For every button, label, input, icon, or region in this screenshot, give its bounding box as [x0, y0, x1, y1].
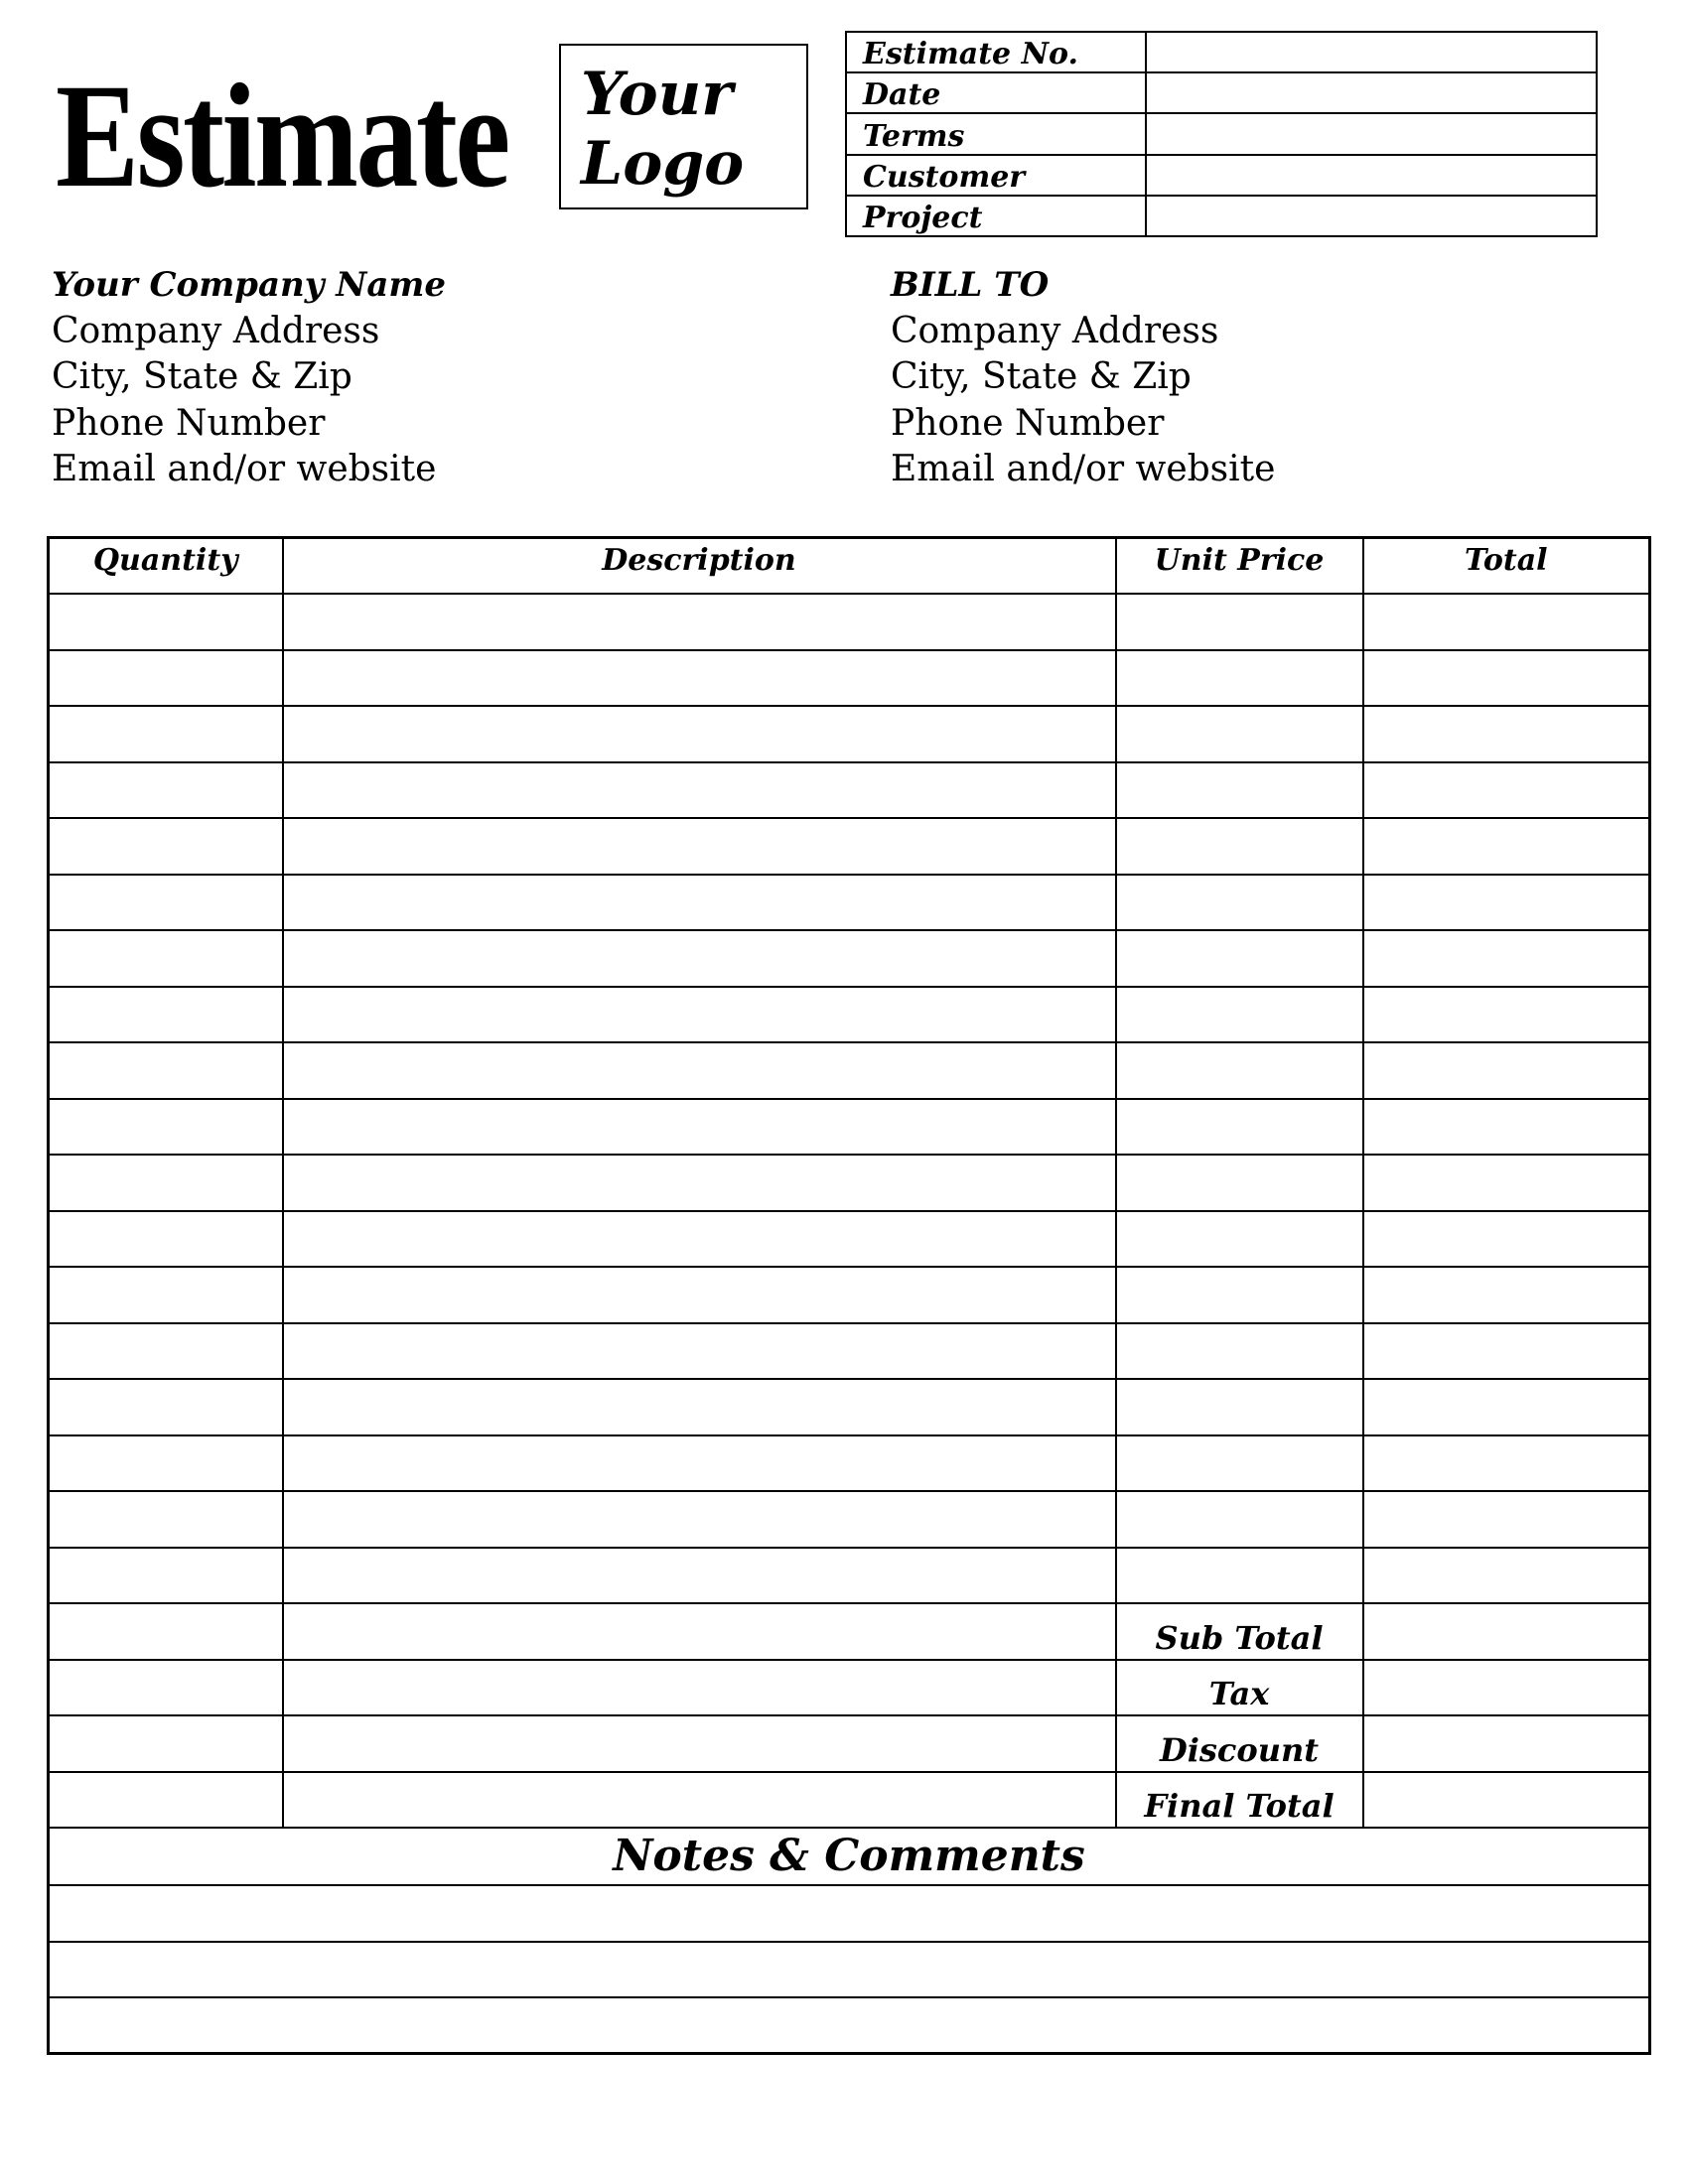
table-row	[49, 875, 1650, 931]
project-field[interactable]	[1146, 196, 1597, 236]
column-header-unit-price: Unit Price	[1116, 538, 1363, 595]
notes-row	[49, 1997, 1650, 2054]
table-row	[49, 706, 1650, 762]
company-email: Email and/or website	[52, 449, 437, 489]
summary-label: Tax	[1116, 1660, 1363, 1716]
unit-price-cell[interactable]	[1116, 1267, 1363, 1323]
quantity-cell[interactable]	[49, 930, 283, 987]
unit-price-cell[interactable]	[1116, 1491, 1363, 1548]
meta-label: Date	[846, 72, 1146, 113]
description-cell[interactable]	[283, 1155, 1116, 1211]
quantity-cell[interactable]	[49, 1660, 283, 1716]
table-row	[49, 987, 1650, 1043]
quantity-cell[interactable]	[49, 1603, 283, 1660]
summary-value-field[interactable]	[1363, 1772, 1650, 1829]
description-cell[interactable]	[283, 818, 1116, 875]
total-cell[interactable]	[1363, 762, 1650, 819]
meta-label: Terms	[846, 113, 1146, 154]
table-row	[49, 1323, 1650, 1380]
summary-value-field[interactable]	[1363, 1603, 1650, 1660]
table-row	[49, 1435, 1650, 1492]
quantity-cell[interactable]	[49, 706, 283, 762]
column-header-description: Description	[283, 538, 1116, 595]
notes-line-field[interactable]	[49, 1997, 1650, 2054]
description-cell[interactable]	[283, 594, 1116, 650]
description-cell[interactable]	[283, 706, 1116, 762]
summary-row	[49, 1660, 1650, 1716]
description-cell[interactable]	[283, 1379, 1116, 1435]
quantity-cell[interactable]	[49, 1155, 283, 1211]
notes-line-field[interactable]	[49, 1942, 1650, 1998]
column-header-total: Total	[1363, 538, 1650, 595]
unit-price-cell[interactable]	[1116, 1099, 1363, 1156]
table-row	[49, 818, 1650, 875]
quantity-cell[interactable]	[49, 1772, 283, 1829]
meta-row-terms	[846, 113, 1597, 154]
total-cell[interactable]	[1363, 650, 1650, 707]
table-row	[49, 1211, 1650, 1268]
total-cell[interactable]	[1363, 1042, 1650, 1099]
line-items-body	[49, 594, 1650, 1603]
unit-price-cell[interactable]	[1116, 1155, 1363, 1211]
table-row	[49, 650, 1650, 707]
quantity-cell[interactable]	[49, 1491, 283, 1548]
description-cell[interactable]	[283, 1042, 1116, 1099]
notes-lines	[49, 1885, 1650, 2054]
line-items-table	[47, 536, 1651, 2055]
meta-row-date	[846, 72, 1597, 113]
bill-to-info	[891, 262, 1275, 493]
company-address: Company Address	[52, 310, 380, 351]
table-row	[49, 1379, 1650, 1435]
description-cell[interactable]	[283, 1603, 1116, 1660]
total-cell[interactable]	[1363, 1548, 1650, 1604]
unit-price-cell[interactable]	[1116, 1323, 1363, 1380]
description-cell[interactable]	[283, 875, 1116, 931]
unit-price-cell[interactable]	[1116, 1548, 1363, 1604]
company-city: City, State & Zip	[52, 356, 352, 397]
table-row	[49, 594, 1650, 650]
description-cell[interactable]	[283, 1660, 1116, 1716]
table-row	[49, 1491, 1650, 1548]
quantity-cell[interactable]	[49, 762, 283, 819]
quantity-cell[interactable]	[49, 1548, 283, 1604]
description-cell[interactable]	[283, 1715, 1116, 1772]
summary-label: Final Total	[1116, 1772, 1363, 1829]
unit-price-cell[interactable]	[1116, 650, 1363, 707]
summary-row	[49, 1772, 1650, 1829]
description-cell[interactable]	[283, 930, 1116, 987]
estimate-meta-table	[845, 31, 1598, 237]
quantity-cell[interactable]	[49, 818, 283, 875]
notes-heading: Notes & Comments	[49, 1828, 1650, 1885]
summary-value-field[interactable]	[1363, 1660, 1650, 1716]
table-row	[49, 762, 1650, 819]
quantity-cell[interactable]	[49, 1435, 283, 1492]
total-cell[interactable]	[1363, 818, 1650, 875]
description-cell[interactable]	[283, 762, 1116, 819]
total-cell[interactable]	[1363, 875, 1650, 931]
table-row	[49, 1155, 1650, 1211]
bill-to-city: City, State & Zip	[891, 356, 1192, 397]
unit-price-cell[interactable]	[1116, 594, 1363, 650]
quantity-cell[interactable]	[49, 1267, 283, 1323]
notes-line-field[interactable]	[49, 1885, 1650, 1942]
quantity-cell[interactable]	[49, 594, 283, 650]
date-field[interactable]	[1146, 72, 1597, 113]
table-row	[49, 930, 1650, 987]
description-cell[interactable]	[283, 1435, 1116, 1492]
notes-section	[49, 1828, 1650, 1885]
notes-row	[49, 1942, 1650, 1998]
total-cell[interactable]	[1363, 1491, 1650, 1548]
quantity-cell[interactable]	[49, 1323, 283, 1380]
company-phone: Phone Number	[52, 402, 326, 444]
bill-to-phone: Phone Number	[891, 402, 1165, 444]
customer-field[interactable]	[1146, 155, 1597, 196]
summary-value-field[interactable]	[1363, 1715, 1650, 1772]
notes-row	[49, 1885, 1650, 1942]
total-cell[interactable]	[1363, 1099, 1650, 1156]
description-cell[interactable]	[283, 1491, 1116, 1548]
unit-price-cell[interactable]	[1116, 818, 1363, 875]
description-cell[interactable]	[283, 1772, 1116, 1829]
table-row	[49, 1099, 1650, 1156]
total-cell[interactable]	[1363, 1379, 1650, 1435]
quantity-cell[interactable]	[49, 650, 283, 707]
column-header-quantity: Quantity	[49, 538, 283, 595]
total-cell[interactable]	[1363, 1435, 1650, 1492]
meta-label: Project	[846, 196, 1146, 236]
meta-label: Estimate No.	[846, 32, 1146, 72]
total-cell[interactable]	[1363, 1211, 1650, 1268]
quantity-cell[interactable]	[49, 875, 283, 931]
summary-row	[49, 1603, 1650, 1660]
total-cell[interactable]	[1363, 930, 1650, 987]
table-row	[49, 1548, 1650, 1604]
table-header-row	[49, 538, 1650, 595]
unit-price-cell[interactable]	[1116, 1211, 1363, 1268]
table-row	[49, 1267, 1650, 1323]
quantity-cell[interactable]	[49, 1099, 283, 1156]
bill-to-heading: BILL TO	[891, 265, 1050, 305]
quantity-cell[interactable]	[49, 987, 283, 1043]
unit-price-cell[interactable]	[1116, 1379, 1363, 1435]
logo-line-2: Logo	[581, 129, 745, 199]
unit-price-cell[interactable]	[1116, 1042, 1363, 1099]
total-cell[interactable]	[1363, 1155, 1650, 1211]
description-cell[interactable]	[283, 650, 1116, 707]
meta-row-customer	[846, 155, 1597, 196]
unit-price-cell[interactable]	[1116, 762, 1363, 819]
summary-body	[49, 1603, 1650, 1828]
summary-label: Discount	[1116, 1715, 1363, 1772]
quantity-cell[interactable]	[49, 1042, 283, 1099]
total-cell[interactable]	[1363, 706, 1650, 762]
description-cell[interactable]	[283, 1211, 1116, 1268]
estimate-no-field[interactable]	[1146, 32, 1597, 72]
company-name: Your Company Name	[52, 265, 447, 305]
total-cell[interactable]	[1363, 1267, 1650, 1323]
meta-label: Customer	[846, 155, 1146, 196]
meta-row-estimate-no	[846, 32, 1597, 72]
description-cell[interactable]	[283, 1099, 1116, 1156]
bill-to-email: Email and/or website	[891, 449, 1276, 489]
unit-price-cell[interactable]	[1116, 875, 1363, 931]
bill-to-address: Company Address	[891, 310, 1219, 351]
summary-label: Sub Total	[1116, 1603, 1363, 1660]
notes-heading-row	[49, 1828, 1650, 1885]
company-info	[52, 262, 446, 493]
quantity-cell[interactable]	[49, 1715, 283, 1772]
logo-line-1: Your	[581, 60, 733, 129]
unit-price-cell[interactable]	[1116, 706, 1363, 762]
description-cell[interactable]	[283, 1323, 1116, 1380]
table-row	[49, 1042, 1650, 1099]
document-title: Estimate	[56, 54, 508, 218]
quantity-cell[interactable]	[49, 1211, 283, 1268]
meta-row-project	[846, 196, 1597, 236]
unit-price-cell[interactable]	[1116, 987, 1363, 1043]
summary-row	[49, 1715, 1650, 1772]
description-cell[interactable]	[283, 987, 1116, 1043]
terms-field[interactable]	[1146, 113, 1597, 154]
total-cell[interactable]	[1363, 594, 1650, 650]
description-cell[interactable]	[283, 1267, 1116, 1323]
unit-price-cell[interactable]	[1116, 1435, 1363, 1492]
total-cell[interactable]	[1363, 987, 1650, 1043]
logo-placeholder	[559, 44, 808, 209]
quantity-cell[interactable]	[49, 1379, 283, 1435]
total-cell[interactable]	[1363, 1323, 1650, 1380]
unit-price-cell[interactable]	[1116, 930, 1363, 987]
description-cell[interactable]	[283, 1548, 1116, 1604]
